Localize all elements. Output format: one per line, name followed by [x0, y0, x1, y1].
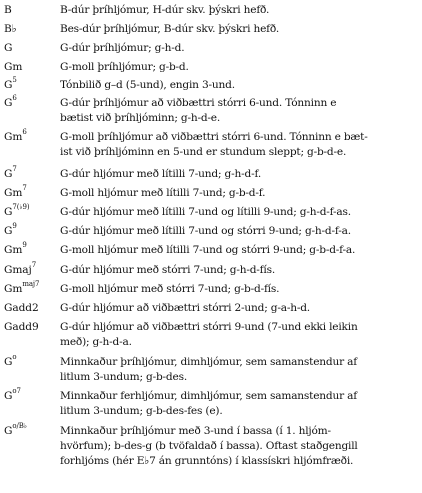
chord-symbol-base: Gadd2: [4, 302, 39, 314]
chord-symbol: [4, 263, 36, 278]
chord-symbol-base: Gm: [4, 244, 23, 256]
chord-description-line: Minnkaður ferhljómur, dimhljómur, sem samanstendur af: [60, 390, 357, 402]
chord-symbol-base: B♭: [4, 23, 17, 35]
chord-symbol-base: G: [4, 425, 13, 437]
chord-symbol-base: G: [4, 42, 13, 54]
chord-symbol: [4, 186, 27, 201]
chord-description: [60, 320, 422, 350]
chord-description-line: G-moll hljómur með lítilli 7-und og stórri 9-und; g-b-d-f-a.: [60, 244, 356, 256]
chord-description-line: G-moll þríhljómur; g-b-d.: [60, 61, 189, 73]
chord-symbol-superscript: o: [12, 353, 17, 362]
chord-description-line: litlum 3-undum; g-b-des.: [60, 371, 187, 383]
chord-symbol-superscript: 9: [22, 241, 27, 250]
chord-description-line: G-dúr hljómur með lítilli 7-und og lítilli 9-und; g-h-d-f-as.: [60, 206, 351, 218]
chord-symbol-base: Gm: [4, 61, 23, 73]
chord-symbol-base: G: [4, 225, 13, 237]
chord-description-line: forhljóms (hér E♭7 án grunntóns) í klassískri hljómfræði.: [60, 455, 354, 467]
chord-description-line: G-dúr hljómur að viðbættri stórri 9-und (7-und ekki leikin: [60, 321, 358, 333]
chord-symbol-base: Gm: [4, 283, 23, 295]
chord-description: [60, 205, 422, 220]
chord-description-line: G-dúr þríhljómur að viðbættri stórri 6-und. Tónninn e: [60, 97, 337, 109]
chord-description: [60, 96, 422, 126]
chord-description: [60, 424, 422, 469]
chord-description: [60, 224, 422, 239]
chord-symbol-superscript: 7(♭9): [12, 203, 30, 212]
chord-symbol-base: Gadd9: [4, 321, 39, 333]
chord-symbol-base: G: [4, 97, 13, 109]
chord-symbol: [4, 41, 12, 56]
chord-symbol: [4, 320, 39, 335]
chord-symbol: [4, 355, 17, 370]
chord-symbol: [4, 224, 17, 239]
chord-description-line: ist við þríhljóminn en 5-und er stundum sleppt; g-b-d-e.: [60, 146, 347, 158]
chord-symbol-base: B: [4, 4, 12, 16]
chord-description-line: Minnkaður þríhljómur með 3-und í bassa (í 1. hljóm-: [60, 425, 331, 437]
chord-description-line: Tónbilið g–d (5-und), engin 3-und.: [60, 79, 235, 91]
chord-symbol-base: Gmaj: [4, 264, 32, 276]
chord-description-line: G-dúr hljómur með lítilli 7-und og stórri 9-und; g-h-d-f-a.: [60, 225, 351, 237]
chord-description: [60, 186, 422, 201]
chord-description: [60, 355, 422, 385]
chord-description-line: G-dúr hljómur að viðbættri stórri 2-und; g-a-h-d.: [60, 302, 310, 314]
chord-symbol: [4, 243, 27, 258]
chord-description: [60, 3, 422, 18]
chord-description-line: Minnkaður þríhljómur, dimhljómur, sem samanstendur af: [60, 356, 357, 368]
chord-description-line: G-moll þríhljómur að viðbættri stórri 6-und. Tónninn e bæt-: [60, 131, 368, 143]
chord-symbol: [4, 282, 39, 297]
chord-symbol-base: G: [4, 79, 13, 91]
chord-symbol-base: G: [4, 168, 13, 180]
chord-description-line: G-dúr þríhljómur; g-h-d.: [60, 42, 185, 54]
chord-description: [60, 301, 422, 316]
chord-description-line: G-moll hljómur með stórri 7-und; g-b-d-fís.: [60, 283, 280, 295]
chord-description-line: G-dúr hljómur með stórri 7-und; g-h-d-fís.: [60, 264, 275, 276]
chord-description: [60, 282, 422, 297]
chord-description: [60, 243, 422, 258]
chord-symbol: [4, 60, 22, 75]
chord-symbol-superscript: o7: [12, 387, 21, 396]
chord-symbol: [4, 22, 17, 37]
chord-symbol-superscript: 7: [12, 165, 17, 174]
chord-symbol: [4, 424, 27, 439]
chord-symbol-superscript: 6: [22, 128, 27, 137]
chord-description: [60, 60, 422, 75]
chord-description-line: hvörfum); b-des-g (b tvöfaldað í bassa). Oftast staðgengill: [60, 440, 358, 452]
chord-description-line: G-dúr hljómur með lítilli 7-und; g-h-d-f.: [60, 168, 261, 180]
chord-symbol-superscript: maj7: [22, 280, 40, 289]
chord-symbol-superscript: 5: [12, 76, 17, 85]
chord-symbol-superscript: 9: [12, 222, 17, 231]
chord-description: [60, 22, 422, 37]
chord-description: [60, 263, 422, 278]
chord-symbol-superscript: 6: [12, 94, 17, 103]
chord-symbol: [4, 167, 17, 182]
chord-symbol-base: G: [4, 206, 13, 218]
chord-symbol: [4, 96, 17, 111]
chord-description: [60, 389, 422, 419]
chord-symbol-base: Gm: [4, 131, 23, 143]
chord-description: [60, 130, 422, 160]
chord-description: [60, 78, 422, 93]
chord-symbol-base: G: [4, 390, 13, 402]
chord-symbol-superscript: 7: [31, 261, 37, 270]
chord-description: [60, 167, 422, 182]
chord-description: [60, 41, 422, 56]
chord-symbol-base: Gm: [4, 187, 23, 199]
chord-description-line: Bes-dúr þríhljómur, B-dúr skv. þýskri hefð.: [60, 23, 280, 35]
chord-symbol: [4, 205, 30, 220]
chord-description-line: B-dúr þríhljómur, H-dúr skv. þýskri hefð.: [60, 4, 270, 16]
chord-description-line: litlum 3-undum; g-b-des-fes (e).: [60, 405, 223, 417]
chord-symbol: [4, 301, 39, 316]
chord-symbol: [4, 78, 17, 93]
chord-symbol-superscript: o/B♭: [12, 422, 27, 431]
chord-description-line: með); g-h-d-a.: [60, 336, 132, 348]
chord-symbol: [4, 389, 21, 404]
chord-symbol-base: G: [4, 356, 13, 368]
chord-symbol-superscript: 7: [22, 184, 27, 193]
chord-description-line: G-moll hljómur með lítilli 7-und; g-b-d-f.: [60, 187, 266, 199]
chord-description-line: bætist við þríhljóminn; g-h-d-e.: [60, 112, 221, 124]
chord-symbol: [4, 3, 12, 18]
chord-symbol: [4, 130, 27, 145]
